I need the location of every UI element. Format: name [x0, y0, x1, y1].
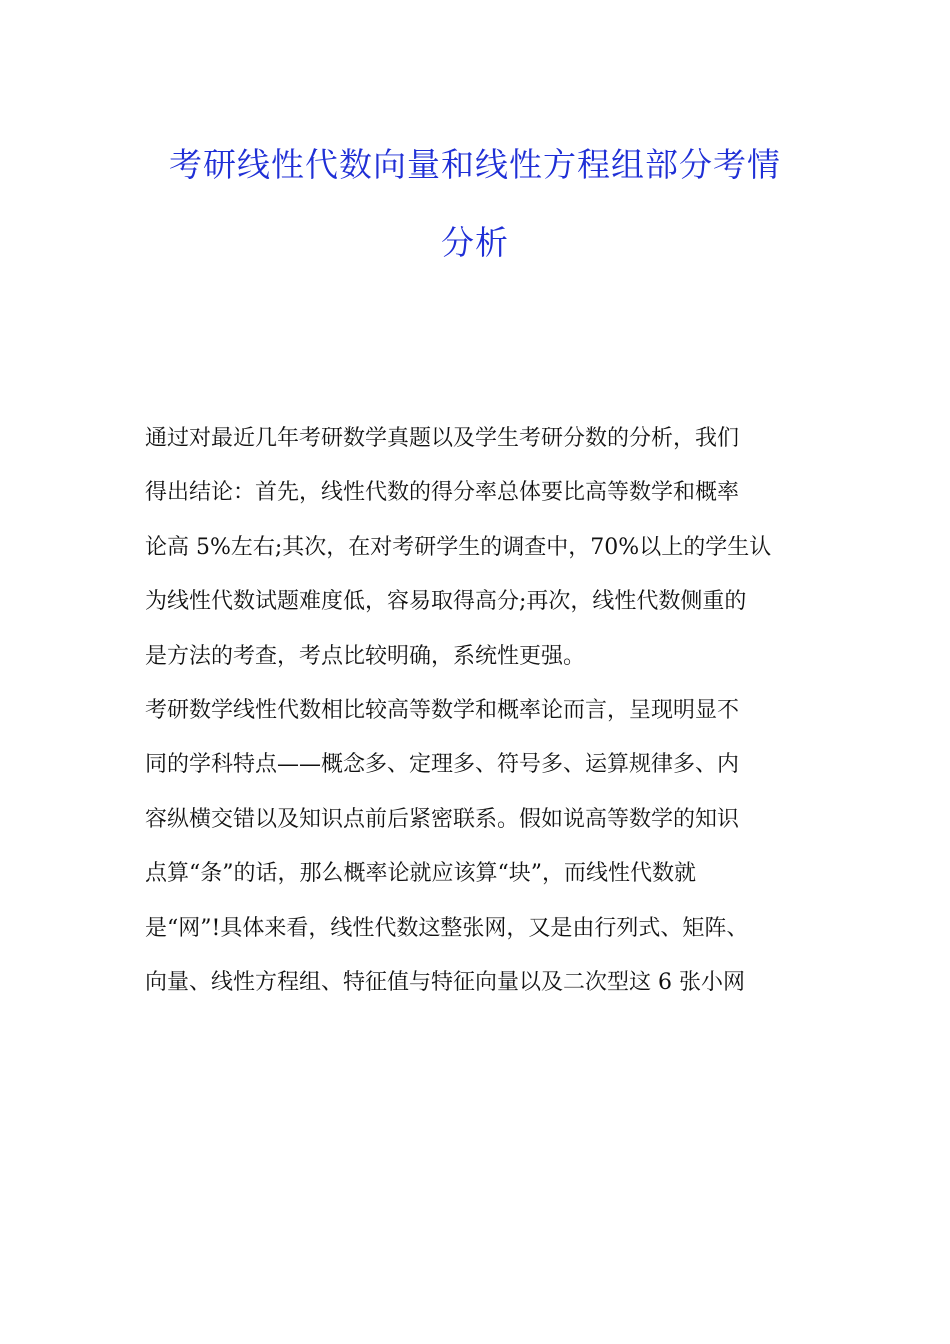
- paragraph-line: 是“网”!具体来看，线性代数这整张网，又是由行列式、矩阵、: [145, 915, 749, 941]
- title-line: 考研线性代数向量和线性方程组部分考情: [169, 145, 781, 184]
- paragraph-line: 同的学科特点——概念多、定理多、符号多、运算规律多、内: [145, 752, 740, 778]
- title-line: 分析: [441, 223, 509, 262]
- paragraph-line: 是方法的考查，考点比较明确，系统性更强。: [145, 643, 586, 669]
- paragraph-1: [145, 412, 810, 684]
- paragraph-line: 为线性代数试题难度低，容易取得高分;再次，线性代数侧重的: [145, 589, 747, 615]
- paragraph-line: 得出结论：首先，线性代数的得分率总体要比高等数学和概率: [145, 480, 740, 506]
- paragraph-line: 点算“条”的话，那么概率论就应该算“块”，而线性代数就: [145, 861, 696, 887]
- document-body: [145, 412, 810, 1010]
- paragraph-2: [145, 684, 810, 1010]
- paragraph-line: 考研数学线性代数相比较高等数学和概率论而言，呈现明显不: [145, 697, 740, 723]
- paragraph-line: 容纵横交错以及知识点前后紧密联系。假如说高等数学的知识: [145, 806, 740, 832]
- paragraph-line: 向量、线性方程组、特征值与特征向量以及二次型这 6 张小网: [145, 969, 745, 995]
- document-title: [120, 126, 830, 282]
- paragraph-line: 论高 5%左右;其次，在对考研学生的调查中，70%以上的学生认: [145, 534, 772, 560]
- paragraph-line: 通过对最近几年考研数学真题以及学生考研分数的分析，我们: [145, 426, 740, 451]
